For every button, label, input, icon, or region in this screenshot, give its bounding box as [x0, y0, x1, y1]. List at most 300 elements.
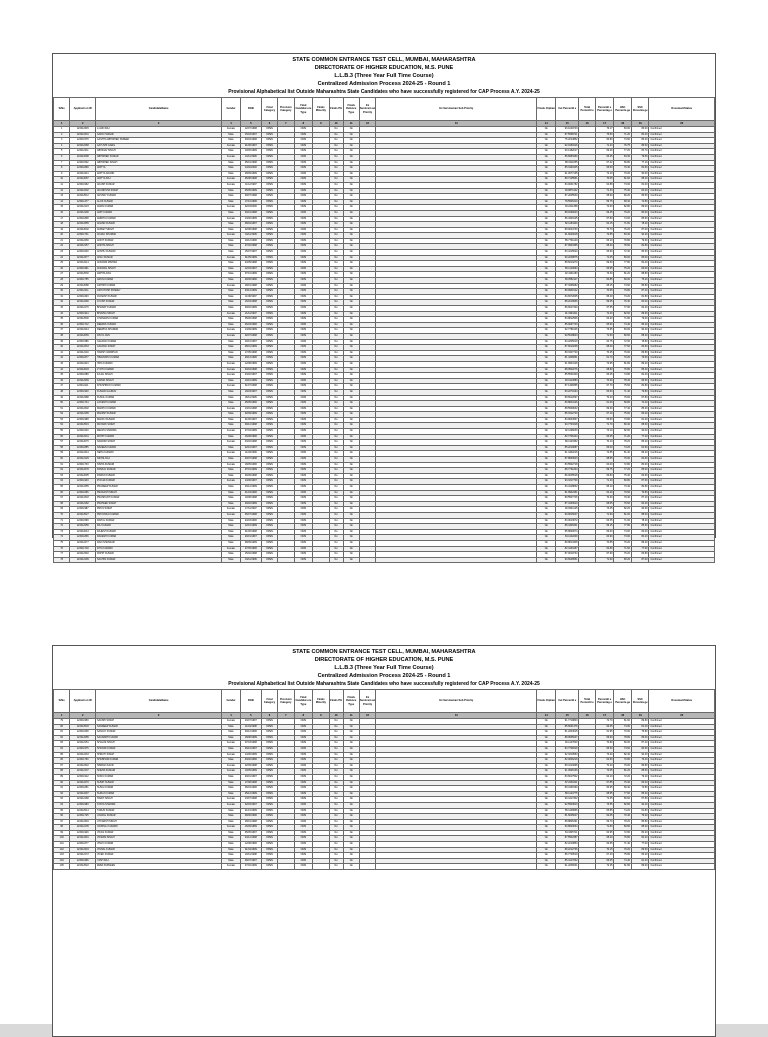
table-cell: Confirmed: [649, 177, 715, 183]
table-cell: No: [343, 255, 359, 261]
table-cell: MAYANK SINGH: [96, 423, 222, 429]
table-cell: 23/07/1997: [240, 719, 261, 725]
table-cell: 65.85: [595, 808, 614, 814]
table-cell: No: [343, 361, 359, 367]
table-cell: 74.00: [614, 216, 632, 222]
table-cell: Female: [222, 143, 241, 149]
table-cell: OPEN: [261, 188, 277, 194]
table-cell: 80.40: [631, 535, 649, 541]
table-cell: OMS: [294, 182, 313, 188]
table-cell: Male: [222, 266, 241, 272]
table-cell: KARAN SINGH: [96, 378, 222, 384]
table-cell: 123412491: [70, 836, 96, 842]
table-cell: Male: [222, 529, 241, 535]
table-cell: OPEN: [261, 730, 277, 736]
table-cell: No: [329, 864, 343, 870]
table-cell: Male: [222, 552, 241, 558]
table-cell: OMS: [294, 406, 313, 412]
table-cell: Male: [222, 557, 241, 563]
table-cell: 70: [54, 512, 70, 518]
table-cell: Female: [222, 127, 241, 133]
table-cell: 91.7719803: [556, 719, 579, 725]
table-cell: 70.30: [595, 496, 614, 502]
table-cell: Female: [222, 763, 241, 769]
table-cell: No: [343, 864, 359, 870]
table-cell: No: [329, 485, 343, 491]
table-cell: Confirmed: [649, 166, 715, 172]
table-cell: OPEN: [261, 507, 277, 513]
table-cell: 13/01/1998: [240, 406, 261, 412]
table-cell: 14/06/1999: [240, 752, 261, 758]
table-cell: Male: [222, 227, 241, 233]
table-cell: 73.55: [595, 802, 614, 808]
table-cell: No: [329, 496, 343, 502]
column-header: Finals Defence Type: [343, 690, 359, 713]
table-cell: 87.00: [631, 227, 649, 233]
table-cell: 87.40: [631, 741, 649, 747]
table-cell: OPEN: [261, 406, 277, 412]
table-cell: Male: [222, 423, 241, 429]
table-cell: No: [537, 227, 556, 233]
table-cell: OMS: [294, 819, 313, 825]
table-cell: No: [537, 473, 556, 479]
pdf-page-2: [52, 645, 716, 1037]
table-cell: 84.3325711: [556, 830, 579, 836]
table-cell: 123412530: [70, 272, 96, 278]
table-cell: AAYUSHI GARG: [96, 143, 222, 149]
table-cell: Confirmed: [649, 434, 715, 440]
table-cell: No: [343, 457, 359, 463]
table-cell: 86.0045518: [556, 473, 579, 479]
table-cell: 99: [54, 830, 70, 836]
table-cell: 70.80: [614, 238, 632, 244]
table-cell: BHARAT KUMAR: [96, 306, 222, 312]
table-cell: No: [537, 552, 556, 558]
table-cell: 88.8806491: [556, 819, 579, 825]
table-cell: Male: [222, 244, 241, 250]
table-cell: OMS: [294, 719, 313, 725]
table-cell: No: [343, 741, 359, 747]
table-cell: ANUPAM MISHRA: [96, 261, 222, 267]
table-cell: TANYA SHARMA: [96, 802, 222, 808]
table-cell: No: [329, 278, 343, 284]
table-cell: No: [343, 808, 359, 814]
table-cell: OMS: [294, 166, 313, 172]
table-cell: OMS: [294, 356, 313, 362]
table-cell: No: [343, 188, 359, 194]
table-cell: No: [537, 356, 556, 362]
table-cell: 07/03/1998: [240, 741, 261, 747]
table-cell: 102: [54, 847, 70, 853]
table-cell: 91.2206631: [556, 864, 579, 870]
table-cell: Confirmed: [649, 367, 715, 373]
table-cell: OPEN: [261, 758, 277, 764]
column-number: 16: [579, 713, 595, 719]
table-cell: Confirmed: [649, 311, 715, 317]
table-cell: 123412333: [70, 345, 96, 351]
table-cell: Confirmed: [649, 143, 715, 149]
table-cell: 88.20: [631, 825, 649, 831]
table-cell: OPEN: [261, 322, 277, 328]
table-cell: Confirmed: [649, 780, 715, 786]
table-cell: No: [343, 278, 359, 284]
table-cell: Confirmed: [649, 735, 715, 741]
table-cell: No: [329, 378, 343, 384]
table-cell: 90.7703318: [556, 423, 579, 429]
table-cell: No: [537, 255, 556, 261]
table-cell: PRADEEP KUMAR: [96, 485, 222, 491]
table-cell: ANKITA SINGH: [96, 244, 222, 250]
table-cell: 72.85: [595, 233, 614, 239]
table-cell: 87.3366082: [556, 283, 579, 289]
table-cell: Confirmed: [649, 205, 715, 211]
table-cell: No: [329, 797, 343, 803]
table-cell: Confirmed: [649, 540, 715, 546]
column-number: 13: [376, 713, 537, 719]
table-cell: 62.65: [595, 842, 614, 848]
table-cell: 123412182: [70, 501, 96, 507]
table-cell: 71.60: [614, 222, 632, 228]
table-cell: Confirmed: [649, 361, 715, 367]
table-cell: OPEN: [261, 769, 277, 775]
table-cell: 104: [54, 858, 70, 864]
table-cell: 09/02/1999: [240, 306, 261, 312]
table-cell: No: [537, 501, 556, 507]
table-cell: 123412172: [70, 853, 96, 859]
table-cell: 88.5509632: [556, 406, 579, 412]
table-cell: OPEN: [261, 429, 277, 435]
table-cell: 30/01/1998: [240, 210, 261, 216]
table-cell: 87.8830543: [556, 457, 579, 463]
table-cell: 66: [54, 490, 70, 496]
table-cell: No: [343, 518, 359, 524]
column-number: 18: [614, 713, 632, 719]
table-cell: OMS: [294, 485, 313, 491]
table-cell: 22/09/1998: [240, 763, 261, 769]
column-number: 10: [329, 713, 343, 719]
table-cell: Confirmed: [649, 808, 715, 814]
table-cell: No: [329, 457, 343, 463]
table-cell: OPEN: [261, 401, 277, 407]
table-cell: Confirmed: [649, 306, 715, 312]
table-cell: 123412268: [70, 143, 96, 149]
table-cell: OMS: [294, 496, 313, 502]
table-cell: 31/07/1998: [240, 384, 261, 390]
table-cell: 74.80: [631, 786, 649, 792]
table-cell: 80.8844126: [556, 401, 579, 407]
table-cell: No: [343, 311, 359, 317]
table-cell: OMS: [294, 361, 313, 367]
table-cell: OMS: [294, 758, 313, 764]
table-cell: No: [343, 160, 359, 166]
page-header: [53, 54, 715, 96]
table-cell: 101: [54, 842, 70, 848]
table-cell: 80.60: [614, 333, 632, 339]
table-cell: OPEN: [261, 496, 277, 502]
table-cell: 67.90: [595, 552, 614, 558]
table-cell: 92.0150416: [556, 143, 579, 149]
table-cell: AASTHA ABHISHEK PAREEK: [96, 138, 222, 144]
table-cell: 03/04/1998: [240, 138, 261, 144]
table-cell: 59.75: [595, 199, 614, 205]
pdf-page-1: [52, 53, 716, 561]
table-cell: No: [537, 289, 556, 295]
table-cell: 32: [54, 300, 70, 306]
table-cell: MANISH KUMAR: [96, 412, 222, 418]
table-cell: 76.40: [614, 300, 632, 306]
table-cell: OPEN: [261, 724, 277, 730]
table-cell: 82.2210854: [556, 842, 579, 848]
table-cell: OPEN: [261, 373, 277, 379]
table-cell: No: [537, 769, 556, 775]
table-cell: No: [343, 143, 359, 149]
table-cell: No: [343, 401, 359, 407]
table-cell: No: [343, 774, 359, 780]
table-cell: 123412256: [70, 524, 96, 530]
table-cell: Male: [222, 412, 241, 418]
table-cell: 16/08/1996: [240, 434, 261, 440]
table-cell: Confirmed: [649, 445, 715, 451]
table-cell: 123411733: [70, 462, 96, 468]
table-cell: 69.30: [595, 406, 614, 412]
table-cell: 123411991: [70, 266, 96, 272]
table-cell: Confirmed: [649, 423, 715, 429]
table-cell: 82.60: [631, 473, 649, 479]
table-cell: 15/03/1997: [240, 132, 261, 138]
table-cell: 123412140: [70, 350, 96, 356]
table-cell: 68.40: [595, 244, 614, 250]
table-cell: No: [329, 746, 343, 752]
table-cell: OMS: [294, 384, 313, 390]
table-cell: 123411689: [70, 373, 96, 379]
table-cell: No: [329, 417, 343, 423]
table-cell: ISHA KUMARI: [96, 361, 222, 367]
table-cell: 19/03/1997: [240, 389, 261, 395]
table-cell: Female: [222, 440, 241, 446]
table-cell: 83.60: [631, 345, 649, 351]
table-cell: OPEN: [261, 462, 277, 468]
table-cell: No: [343, 429, 359, 435]
table-cell: 71.70: [595, 423, 614, 429]
table-cell: 89.80: [631, 719, 649, 725]
table-cell: 67: [54, 496, 70, 502]
table-cell: 53: [54, 417, 70, 423]
table-cell: No: [329, 194, 343, 200]
table-cell: OPEN: [261, 802, 277, 808]
table-cell: 2: [54, 132, 70, 138]
table-cell: 86.60: [631, 378, 649, 384]
table-cell: No: [537, 864, 556, 870]
table-cell: 70.60: [614, 490, 632, 496]
table-cell: No: [343, 356, 359, 362]
table-cell: Confirmed: [649, 250, 715, 256]
table-cell: No: [329, 345, 343, 351]
table-cell: 79.80: [631, 389, 649, 395]
table-cell: 123412059: [70, 333, 96, 339]
table-cell: No: [329, 222, 343, 228]
table-cell: No: [343, 797, 359, 803]
table-cell: VIKAS KUMAR: [96, 830, 222, 836]
table-cell: Female: [222, 283, 241, 289]
table-cell: 72.40: [614, 250, 632, 256]
table-cell: Confirmed: [649, 797, 715, 803]
table-cell: No: [537, 429, 556, 435]
table-cell: OPEN: [261, 819, 277, 825]
table-cell: 123412231: [70, 434, 96, 440]
table-cell: No: [343, 730, 359, 736]
table-cell: No: [537, 752, 556, 758]
table-cell: 74: [54, 535, 70, 541]
table-cell: No: [343, 557, 359, 563]
table-cell: 123412402: [70, 188, 96, 194]
table-cell: 66.80: [595, 473, 614, 479]
table-cell: No: [537, 763, 556, 769]
table-cell: 96: [54, 814, 70, 820]
table-cell: 79.20: [631, 774, 649, 780]
table-cell: No: [329, 429, 343, 435]
table-cell: 74.80: [614, 373, 632, 379]
table-cell: AMIT KUMAR: [96, 210, 222, 216]
table-cell: No: [343, 384, 359, 390]
table-cell: 84.6672005: [556, 294, 579, 300]
table-cell: 65.60: [595, 417, 614, 423]
table-cell: Confirmed: [649, 830, 715, 836]
table-cell: 92.6621145: [556, 507, 579, 513]
table-cell: 18/01/1998: [240, 283, 261, 289]
table-cell: OMS: [294, 233, 313, 239]
table-cell: 13/06/1999: [240, 216, 261, 222]
table-cell: 84.30: [614, 154, 632, 160]
table-cell: 66.50: [595, 166, 614, 172]
table-cell: No: [537, 507, 556, 513]
column-number: 1: [54, 121, 70, 127]
table-cell: Male: [222, 746, 241, 752]
table-cell: 90.20: [631, 233, 649, 239]
table-cell: 123411920: [70, 389, 96, 395]
table-cell: 86.00: [631, 255, 649, 261]
table-cell: 123412076: [70, 440, 96, 446]
table-cell: OMS: [294, 814, 313, 820]
column-number: 12: [359, 121, 375, 127]
table-cell: 83.5502718: [556, 462, 579, 468]
table-cell: 80: [54, 724, 70, 730]
table-cell: SNEHA KUMARI: [96, 769, 222, 775]
table-cell: No: [537, 847, 556, 853]
table-cell: Male: [222, 724, 241, 730]
table-cell: 18: [54, 222, 70, 228]
column-number: 15: [556, 121, 579, 127]
column-number: 9: [313, 713, 329, 719]
table-cell: OMS: [294, 132, 313, 138]
table-cell: 67.55: [595, 306, 614, 312]
table-cell: OPEN: [261, 457, 277, 463]
table-cell: 86.1120094: [556, 266, 579, 272]
table-cell: 123412098: [70, 154, 96, 160]
table-cell: 75.80: [595, 132, 614, 138]
table-cell: 81.6625047: [556, 814, 579, 820]
table-cell: 89.60: [631, 311, 649, 317]
table-cell: GAURAV KUMAR: [96, 339, 222, 345]
table-cell: No: [537, 244, 556, 250]
column-header: Applicati on ID: [70, 690, 96, 713]
table-cell: MOHIT KUMAR: [96, 434, 222, 440]
column-header: Finals Defence Type: [343, 98, 359, 121]
table-cell: DEEPIKA SHARMA: [96, 328, 222, 334]
table-cell: 123411620: [70, 429, 96, 435]
table-cell: 06/07/1998: [240, 512, 261, 518]
table-cell: Male: [222, 199, 241, 205]
column-number: 11: [343, 121, 359, 127]
table-cell: 74.40: [631, 401, 649, 407]
table-cell: No: [343, 468, 359, 474]
table-cell: Male: [222, 272, 241, 278]
table-cell: OPEN: [261, 272, 277, 278]
table-cell: No: [329, 244, 343, 250]
table-cell: OPEN: [261, 501, 277, 507]
table-cell: No: [537, 373, 556, 379]
table-cell: 123412002: [70, 227, 96, 233]
table-cell: 84.2205019: [556, 339, 579, 345]
table-cell: No: [343, 858, 359, 864]
table-cell: No: [343, 836, 359, 842]
table-cell: OPEN: [261, 825, 277, 831]
table-cell: 123411996: [70, 858, 96, 864]
table-cell: 24/09/1998: [240, 261, 261, 267]
table-cell: No: [537, 250, 556, 256]
table-cell: OMS: [294, 830, 313, 836]
table-cell: 74.20: [614, 808, 632, 814]
table-cell: 66.60: [595, 529, 614, 535]
table-cell: 73.00: [614, 535, 632, 541]
table-cell: Confirmed: [649, 468, 715, 474]
table-cell: 70.70: [595, 227, 614, 233]
table-cell: 58: [54, 445, 70, 451]
table-cell: Female: [222, 333, 241, 339]
table-cell: 75.20: [614, 266, 632, 272]
table-cell: 85.4417062: [556, 858, 579, 864]
table-cell: 66.95: [595, 266, 614, 272]
table-cell: Female: [222, 233, 241, 239]
table-cell: 15/02/1998: [240, 552, 261, 558]
table-cell: 14: [54, 199, 70, 205]
table-cell: DIVYA JAIN: [96, 333, 222, 339]
table-cell: 73.40: [614, 485, 632, 491]
table-cell: Female: [222, 255, 241, 261]
table-cell: 81.00: [614, 512, 632, 518]
table-cell: Confirmed: [649, 356, 715, 362]
table-cell: 80.00: [631, 210, 649, 216]
table-cell: 88.20: [631, 333, 649, 339]
table-cell: CHANDAN KUMAR: [96, 317, 222, 323]
table-cell: OPEN: [261, 540, 277, 546]
table-cell: No: [343, 395, 359, 401]
table-cell: 76.80: [614, 836, 632, 842]
table-cell: OPEN: [261, 333, 277, 339]
table-cell: 89.20: [631, 361, 649, 367]
table-cell: 105: [54, 864, 70, 870]
table-cell: AVINASH KUMAR: [96, 294, 222, 300]
table-cell: No: [329, 769, 343, 775]
table-cell: 69.90: [595, 735, 614, 741]
table-cell: 75.20: [631, 278, 649, 284]
table-cell: 04/11/1999: [240, 233, 261, 239]
table-cell: 123412377: [70, 255, 96, 261]
table-cell: 90.00: [631, 429, 649, 435]
column-number: 8: [294, 713, 313, 719]
table-cell: 85.5531909: [556, 373, 579, 379]
table-cell: 81.2204615: [556, 730, 579, 736]
table-row: [54, 557, 715, 563]
